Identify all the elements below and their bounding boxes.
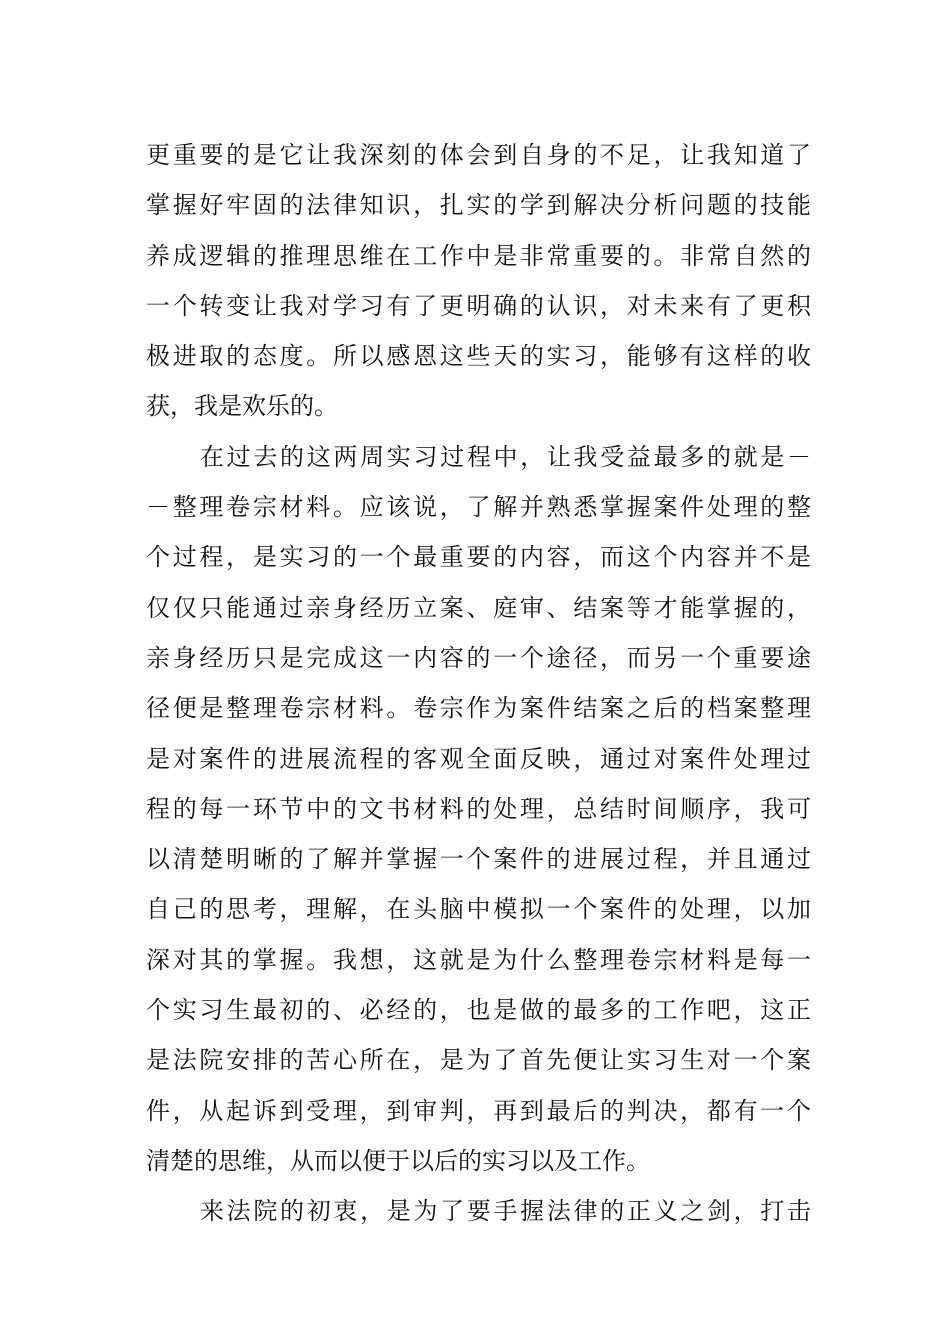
text-line: 自己的思考，理解，在头脑中模拟一个案件的处理，以加: [146, 895, 811, 924]
text-line: 程的每一环节中的文书材料的处理，总结时间顺序，我可: [146, 794, 811, 823]
body-text: [146, 130, 811, 1237]
text-line: 件，从起诉到受理，到审判，再到最后的判决，都有一个: [146, 1096, 811, 1125]
paragraph-1: [146, 130, 811, 432]
text-line: 来法院的初衷，是为了要手握法律的正义之剑，打击: [200, 1197, 811, 1226]
text-line: 养成逻辑的推理思维在工作中是非常重要的。非常自然的: [146, 241, 811, 270]
paragraph-3: [146, 1186, 811, 1236]
text-line: 亲身经历只是完成这一内容的一个途径，而另一个重要途: [146, 643, 811, 672]
text-line: 极进取的态度。所以感恩这些天的实习，能够有这样的收: [146, 342, 811, 371]
text-line: 个实习生最初的、必经的，也是做的最多的工作吧，这正: [146, 996, 811, 1025]
text-line: 个过程，是实习的一个最重要的内容，而这个内容并不是: [146, 543, 811, 572]
text-line: 仅仅只能通过亲身经历立案、庭审、结案等才能掌握的，: [146, 593, 811, 622]
text-line: 是法院安排的苦心所在，是为了首先便让实习生对一个案: [146, 1046, 811, 1075]
text-line: 获，我是欢乐的。: [146, 392, 338, 421]
text-line: 以清楚明晰的了解并掌握一个案件的进展过程，并且通过: [146, 845, 811, 874]
text-line: 掌握好牢固的法律知识，扎实的学到解决分析问题的技能: [146, 191, 811, 220]
text-line: 一个转变让我对学习有了更明确的认识，对未来有了更积: [146, 291, 811, 320]
text-line: 深对其的掌握。我想，这就是为什么整理卷宗材料是每一: [146, 945, 811, 974]
paragraph-2: [146, 432, 811, 1186]
text-line: 清楚的思维，从而以便于以后的实习以及工作。: [146, 1146, 650, 1175]
text-line: －整理卷宗材料。应该说，了解并熟悉掌握案件处理的整: [146, 493, 811, 522]
text-line: 更重要的是它让我深刻的体会到自身的不足，让我知道了: [146, 141, 811, 169]
text-line: 是对案件的进展流程的客观全面反映，通过对案件处理过: [146, 744, 811, 773]
text-line: 在过去的这两周实习过程中，让我受益最多的就是－: [200, 442, 811, 471]
text-line: 径便是整理卷宗材料。卷宗作为案件结案之后的档案整理: [146, 694, 811, 723]
